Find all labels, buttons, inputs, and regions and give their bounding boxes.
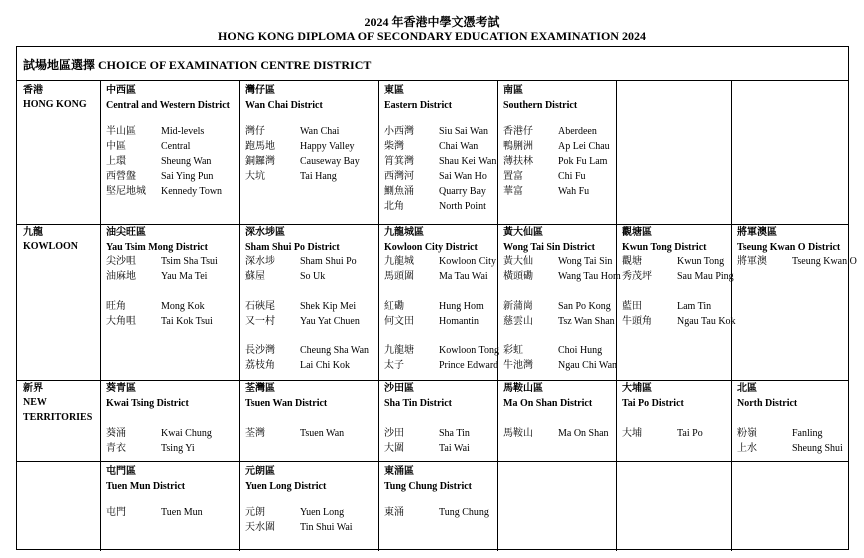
district-name-zh: 葵青區	[106, 383, 136, 394]
place-name-zh: 筲箕灣	[384, 156, 414, 167]
place-name-zh: 秀茂坪	[622, 271, 652, 282]
place-name-en: Sheung Shui	[792, 443, 843, 454]
district-name-zh: 深水埗區	[245, 227, 285, 238]
table-column-rule	[378, 80, 379, 551]
place-name-zh: 旺角	[106, 301, 126, 312]
place-name-zh: 九龍塘	[384, 345, 414, 356]
district-name-zh: 屯門區	[106, 466, 136, 477]
district-name-zh: 中西區	[106, 85, 136, 96]
district-name-en: Tai Po District	[622, 398, 684, 409]
district-name-en: Sha Tin District	[384, 398, 452, 409]
district-name-en: Central and Western District	[106, 100, 230, 111]
page-title-english: HONG KONG DIPLOMA OF SECONDARY EDUCATION EXAMINATION 2024	[218, 29, 646, 43]
place-name-en: Sha Tin	[439, 428, 470, 439]
place-name-en: Tin Shui Wai	[300, 522, 353, 533]
place-name-zh: 蘇屋	[245, 271, 265, 282]
district-name-zh: 九龍城區	[384, 227, 424, 238]
place-name-en: Homantin	[439, 316, 479, 327]
place-name-zh: 觀塘	[622, 256, 642, 267]
place-name-en: Tai Po	[677, 428, 703, 439]
place-name-en: Aberdeen	[558, 126, 597, 137]
table-column-rule	[100, 80, 101, 551]
place-name-zh: 又一村	[245, 316, 275, 327]
district-name-en: Kwai Tsing District	[106, 398, 189, 409]
place-name-zh: 紅磡	[384, 301, 404, 312]
place-name-en: Choi Hung	[558, 345, 603, 356]
place-name-zh: 牛池灣	[503, 360, 533, 371]
place-name-zh: 西灣河	[384, 171, 414, 182]
district-name-zh: 南區	[503, 85, 523, 96]
place-name-en: San Po Kong	[558, 301, 611, 312]
place-name-en: Tuen Mun	[161, 507, 203, 518]
district-name-en: Tsuen Wan District	[245, 398, 328, 409]
district-name-en: Tseung Kwan O District	[737, 242, 841, 253]
table-rule	[17, 80, 848, 81]
place-name-en: Tsing Yi	[161, 443, 195, 454]
district-name-en: Eastern District	[384, 100, 453, 111]
place-name-en: Prince Edward	[439, 360, 499, 371]
place-name-zh: 深水埗	[245, 256, 275, 267]
place-name-zh: 大坑	[245, 171, 265, 182]
place-name-zh: 半山區	[106, 126, 136, 137]
district-name-en: Sham Shui Po District	[245, 242, 340, 253]
place-name-zh: 大埔	[622, 428, 642, 439]
place-name-zh: 中區	[106, 141, 126, 152]
place-name-zh: 青衣	[106, 443, 126, 454]
place-name-zh: 大角咀	[106, 316, 136, 327]
district-name-zh: 沙田區	[384, 383, 414, 394]
place-name-en: Tsuen Wan	[300, 428, 345, 439]
place-name-en: Kwai Chung	[161, 428, 212, 439]
place-name-zh: 灣仔	[245, 126, 265, 137]
place-name-zh: 小西灣	[384, 126, 414, 137]
place-name-en: Tsim Sha Tsui	[161, 256, 218, 267]
district-name-en: Kwun Tong District	[622, 242, 707, 253]
district-name-zh: 觀塘區	[622, 227, 652, 238]
place-name-zh: 何文田	[384, 316, 414, 327]
place-name-zh: 荃灣	[245, 428, 265, 439]
place-name-en: North Point	[439, 201, 486, 212]
place-name-en: Shau Kei Wan	[439, 156, 497, 167]
place-name-zh: 尖沙咀	[106, 256, 136, 267]
region-name-zh: 香港	[23, 85, 43, 96]
place-name-zh: 西營盤	[106, 171, 136, 182]
place-name-zh: 長沙灣	[245, 345, 275, 356]
place-name-en: Ma On Shan	[558, 428, 609, 439]
place-name-zh: 薄扶林	[503, 156, 533, 167]
place-name-zh: 銅鑼灣	[245, 156, 275, 167]
district-name-en: Ma On Shan District	[503, 398, 593, 409]
place-name-zh: 橫頭磡	[503, 271, 533, 282]
region-name-en: HONG KONG	[23, 99, 87, 110]
place-name-en: Sheung Wan	[161, 156, 212, 167]
region-name-en: KOWLOON	[23, 241, 79, 252]
district-name-zh: 東涌區	[384, 466, 414, 477]
place-name-zh: 沙田	[384, 428, 404, 439]
place-name-zh: 上環	[106, 156, 126, 167]
place-name-en: Kowloon Tong	[439, 345, 499, 356]
place-name-zh: 香港仔	[503, 126, 533, 137]
place-name-zh: 太子	[384, 360, 404, 371]
place-name-en: Wan Chai	[300, 126, 340, 137]
table-rule	[17, 224, 848, 225]
place-name-zh: 東涌	[384, 507, 404, 518]
place-name-en: Tai Kok Tsui	[161, 316, 213, 327]
place-name-en: Tseung Kwan O	[792, 256, 857, 267]
place-name-zh: 置富	[503, 171, 523, 182]
place-name-en: Ngau Chi Wan	[558, 360, 618, 371]
place-name-en: Happy Valley	[300, 141, 355, 152]
place-name-zh: 牛頭角	[622, 316, 652, 327]
place-name-en: Central	[161, 141, 191, 152]
page-title-chinese: 2024 年香港中學文憑考試	[364, 15, 500, 29]
place-name-en: Siu Sai Wan	[439, 126, 489, 137]
place-name-zh: 馬鞍山	[503, 428, 533, 439]
district-name-en: Tung Chung District	[384, 481, 472, 492]
district-name-en: Wan Chai District	[245, 100, 323, 111]
district-name-en: Southern District	[503, 100, 578, 111]
district-name-zh: 油尖旺區	[106, 227, 146, 238]
place-name-en: Tung Chung	[439, 507, 489, 518]
place-name-en: Ngau Tau Kok	[677, 316, 736, 327]
table-heading: 試場地區選擇 CHOICE OF EXAMINATION CENTRE DISTRICT	[23, 58, 372, 72]
place-name-zh: 荔枝角	[245, 360, 275, 371]
district-name-en: Wong Tai Sin District	[503, 242, 595, 253]
district-name-zh: 元朗區	[245, 466, 275, 477]
place-name-zh: 上水	[737, 443, 757, 454]
place-name-en: Mid-levels	[161, 126, 205, 137]
district-name-en: Tuen Mun District	[106, 481, 186, 492]
place-name-en: So Uk	[300, 271, 326, 282]
district-name-zh: 灣仔區	[245, 85, 275, 96]
place-name-en: Ap Lei Chau	[558, 141, 610, 152]
place-name-zh: 馬頭圍	[384, 271, 414, 282]
place-name-en: Quarry Bay	[439, 186, 486, 197]
place-name-en: Yau Yat Chuen	[300, 316, 360, 327]
region-name-zh: 新界	[23, 383, 43, 394]
place-name-zh: 粉嶺	[737, 428, 757, 439]
place-name-en: Sai Wan Ho	[439, 171, 487, 182]
place-name-en: Kowloon City	[439, 256, 496, 267]
place-name-en: Tsz Wan Shan	[558, 316, 615, 327]
place-name-en: Sai Ying Pun	[161, 171, 214, 182]
place-name-zh: 柴灣	[384, 141, 404, 152]
region-name-en: TERRITORIES	[23, 412, 93, 423]
place-name-zh: 慈雲山	[503, 316, 533, 327]
table-rule	[17, 461, 848, 462]
place-name-en: Fanling	[792, 428, 823, 439]
place-name-en: Chai Wan	[439, 141, 479, 152]
place-name-en: Sau Mau Ping	[677, 271, 734, 282]
district-name-en: North District	[737, 398, 798, 409]
district-name-en: Yau Tsim Mong District	[106, 242, 208, 253]
place-name-zh: 華富	[503, 186, 523, 197]
place-name-zh: 藍田	[622, 301, 642, 312]
place-name-zh: 石硤尾	[245, 301, 275, 312]
district-name-zh: 將軍澳區	[737, 227, 777, 238]
place-name-en: Kwun Tong	[677, 256, 725, 267]
place-name-en: Causeway Bay	[300, 156, 360, 167]
place-name-en: Lai Chi Kok	[300, 360, 350, 371]
place-name-zh: 油麻地	[106, 271, 136, 282]
place-name-en: Lam Tin	[677, 301, 712, 312]
place-name-zh: 元朗	[245, 507, 265, 518]
place-name-zh: 九龍城	[384, 256, 414, 267]
place-name-en: Sham Shui Po	[300, 256, 357, 267]
district-name-en: Kowloon City District	[384, 242, 478, 253]
district-name-zh: 黃大仙區	[503, 227, 543, 238]
place-name-en: Wang Tau Hom	[558, 271, 621, 282]
place-name-en: Mong Kok	[161, 301, 205, 312]
place-name-zh: 北角	[384, 201, 404, 212]
place-name-zh: 黃大仙	[503, 256, 533, 267]
place-name-en: Cheung Sha Wan	[300, 345, 370, 356]
place-name-zh: 彩虹	[503, 345, 523, 356]
district-table	[16, 46, 857, 550]
place-name-en: Tai Hang	[300, 171, 337, 182]
place-name-zh: 鰂魚涌	[384, 186, 414, 197]
place-name-zh: 跑馬地	[245, 141, 275, 152]
place-name-en: Ma Tau Wai	[439, 271, 488, 282]
place-name-zh: 天水圍	[245, 522, 275, 533]
district-name-zh: 大埔區	[622, 383, 652, 394]
table-column-rule	[239, 80, 240, 551]
place-name-en: Shek Kip Mei	[300, 301, 357, 312]
region-name-en: NEW	[23, 397, 47, 408]
place-name-zh: 新蒲崗	[503, 301, 533, 312]
place-name-zh: 葵涌	[106, 428, 126, 439]
district-name-zh: 北區	[737, 383, 757, 394]
district-name-zh: 東區	[384, 85, 404, 96]
district-name-en: Yuen Long District	[245, 481, 327, 492]
place-name-en: Kennedy Town	[161, 186, 223, 197]
place-name-zh: 大圍	[384, 443, 404, 454]
district-name-zh: 馬鞍山區	[503, 383, 543, 394]
place-name-en: Yau Ma Tei	[161, 271, 208, 282]
place-name-en: Pok Fu Lam	[558, 156, 608, 167]
region-name-zh: 九龍	[23, 227, 43, 238]
table-rule	[17, 380, 848, 381]
place-name-en: Tai Wai	[439, 443, 470, 454]
place-name-zh: 將軍澳	[737, 256, 767, 267]
district-name-zh: 荃灣區	[245, 383, 275, 394]
place-name-en: Wah Fu	[558, 186, 590, 197]
place-name-en: Yuen Long	[300, 507, 345, 518]
place-name-zh: 堅尼地城	[106, 186, 146, 197]
place-name-zh: 屯門	[106, 507, 126, 518]
place-name-en: Wong Tai Sin	[558, 256, 613, 267]
place-name-zh: 鴨脷洲	[503, 141, 533, 152]
place-name-en: Hung Hom	[439, 301, 484, 312]
place-name-en: Chi Fu	[558, 171, 586, 182]
